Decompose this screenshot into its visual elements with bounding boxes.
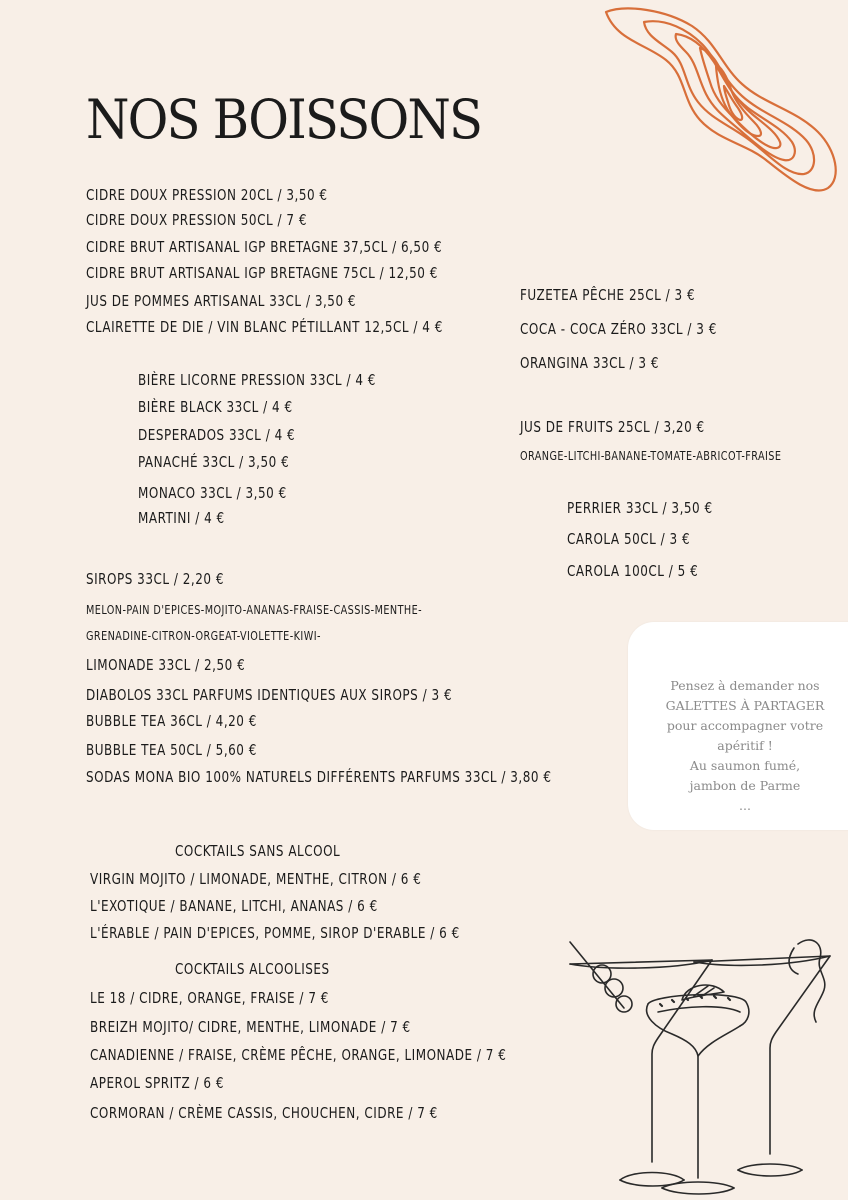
menu-item: PANACHÉ 33CL / 3,50 € [138, 453, 290, 471]
menu-item: APEROL SPRITZ / 6 € [90, 1074, 225, 1092]
callout-line: pour accompagner votre [666, 718, 824, 733]
section-heading: COCKTAILS SANS ALCOOL [175, 842, 341, 860]
menu-item: BIÈRE LICORNE PRESSION 33CL / 4 € [138, 371, 376, 389]
menu-item: BIÈRE BLACK 33CL / 4 € [138, 398, 293, 416]
menu-item: CIDRE BRUT ARTISANAL IGP BRETAGNE 75CL / 12,50 € [86, 264, 438, 282]
menu-item: MARTINI / 4 € [138, 509, 225, 527]
menu-item: DIABOLOS 33CL PARFUMS IDENTIQUES AUX SIROPS / 3 € [86, 686, 453, 704]
callout-line: ... [739, 798, 751, 813]
page-title: NOS BOISSONS [86, 88, 482, 151]
flavors-list: ORANGE-LITCHI-BANANE-TOMATE-ABRICOT-FRAISE [520, 448, 782, 463]
menu-item: CIDRE BRUT ARTISANAL IGP BRETAGNE 37,5CL / 6,50 € [86, 238, 443, 256]
menu-item: DESPERADOS 33CL / 4 € [138, 426, 296, 444]
flavors-list: GRENADINE-CITRON-ORGEAT-VIOLETTE-KIWI- [86, 628, 321, 643]
menu-item: ORANGINA 33CL / 3 € [520, 354, 660, 372]
menu-item: CANADIENNE / FRAISE, CRÈME PÊCHE, ORANGE, LIMONADE / 7 € [90, 1046, 507, 1064]
menu-item: LIMONADE 33CL / 2,50 € [86, 656, 246, 674]
menu-item: CAROLA 100CL / 5 € [567, 562, 699, 580]
menu-item: VIRGIN MOJITO / LIMONADE, MENTHE, CITRON / 6 € [90, 870, 422, 888]
menu-item: BUBBLE TEA 36CL / 4,20 € [86, 712, 257, 730]
menu-item: BREIZH MOJITO/ CIDRE, MENTHE, LIMONADE / 7 € [90, 1018, 411, 1036]
section-heading: COCKTAILS ALCOOLISES [175, 960, 330, 978]
flavors-list: MELON-PAIN D'EPICES-MOJITO-ANANAS-FRAISE-CASSIS-MENTHE- [86, 602, 423, 617]
menu-item: CIDRE DOUX PRESSION 50CL / 7 € [86, 211, 307, 229]
topographic-lines-icon [596, 0, 848, 200]
menu-item: JUS DE POMMES ARTISANAL 33CL / 3,50 € [86, 292, 357, 310]
menu-item: BUBBLE TEA 50CL / 5,60 € [86, 741, 257, 759]
menu-item: SODAS MONA BIO 100% NATURELS DIFFÉRENTS PARFUMS 33CL / 3,80 € [86, 768, 552, 786]
callout-line: Au saumon fumé, [689, 758, 801, 773]
menu-item: CAROLA 50CL / 3 € [567, 530, 691, 548]
callout-text [660, 676, 830, 816]
menu-item: L'ÉRABLE / PAIN D'EPICES, POMME, SIROP D'ERABLE / 6 € [90, 924, 460, 942]
callout-line: jambon de Parme [689, 778, 801, 793]
menu-item: PERRIER 33CL / 3,50 € [567, 499, 713, 517]
callout-line: apéritif ! [717, 738, 773, 753]
menu-item: L'EXOTIQUE / BANANE, LITCHI, ANANAS / 6 € [90, 897, 378, 915]
cocktail-glasses-icon [562, 930, 842, 1198]
menu-item: SIROPS 33CL / 2,20 € [86, 570, 225, 588]
menu-item: CLAIRETTE DE DIE / VIN BLANC PÉTILLANT 12,5CL / 4 € [86, 318, 443, 336]
menu-item: JUS DE FRUITS 25CL / 3,20 € [520, 418, 705, 436]
menu-item: LE 18 / CIDRE, ORANGE, FRAISE / 7 € [90, 989, 329, 1007]
menu-item: COCA - COCA ZÉRO 33CL / 3 € [520, 320, 717, 338]
menu-item: MONACO 33CL / 3,50 € [138, 484, 287, 502]
menu-item: FUZETEA PÊCHE 25CL / 3 € [520, 286, 696, 304]
menu-item: CIDRE DOUX PRESSION 20CL / 3,50 € [86, 186, 328, 204]
menu-item: CORMORAN / CRÈME CASSIS, CHOUCHEN, CIDRE / 7 € [90, 1104, 438, 1122]
callout-line: Pensez à demander nos [670, 678, 820, 693]
callout-line: GALETTES À PARTAGER [665, 698, 825, 713]
